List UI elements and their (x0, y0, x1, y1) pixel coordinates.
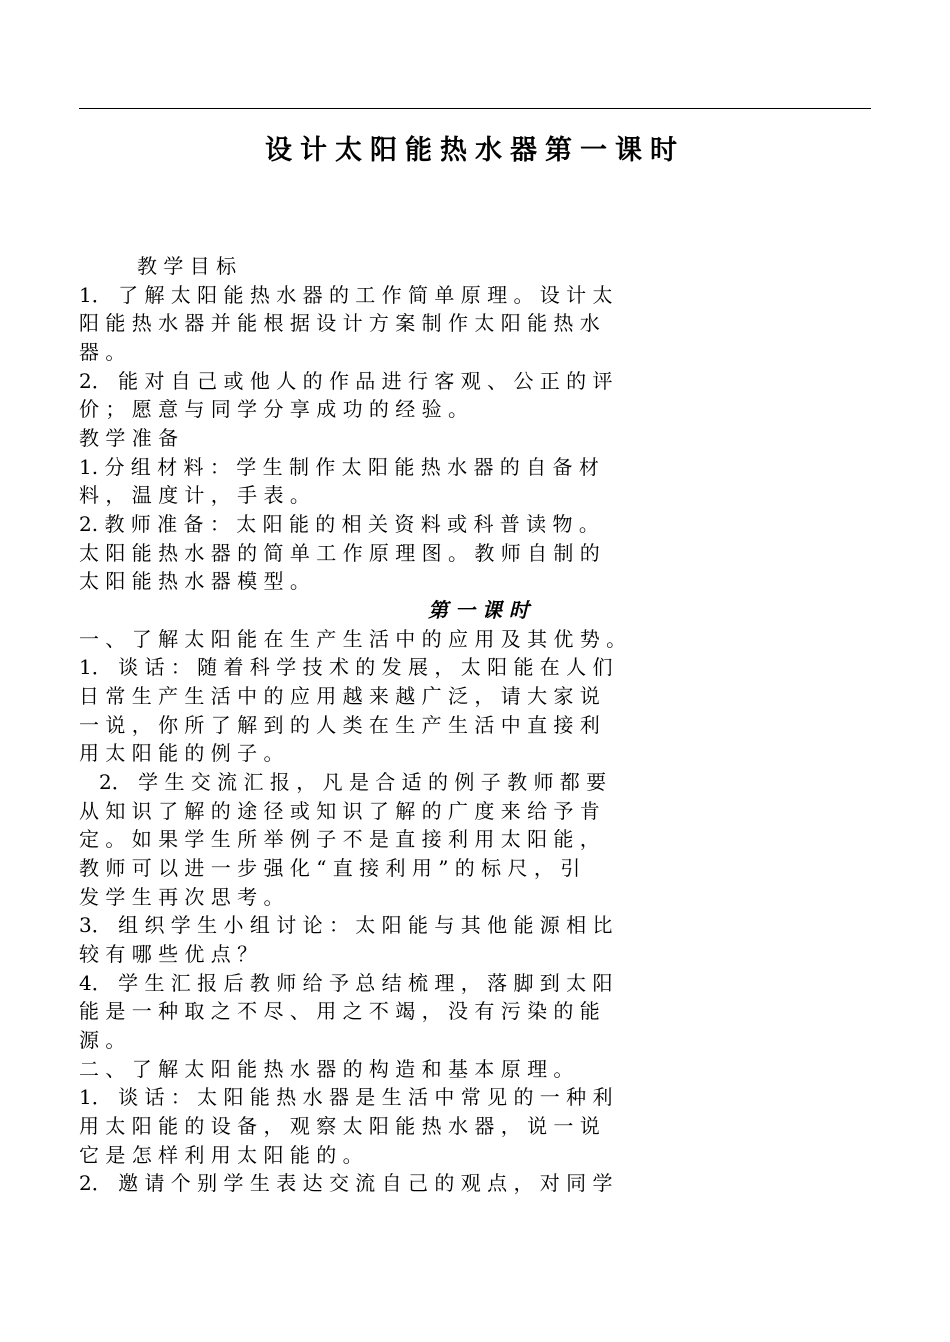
text-line: 2． 能 对 自 己 或 他 人 的 作 品 进 行 客 观 、 公 正 的 评 (79, 369, 613, 393)
text-line: 较 有 哪 些 优 点 ？ (79, 942, 258, 966)
text-line: 源 。 (79, 1028, 126, 1052)
text-line: 器 。 (79, 340, 126, 364)
page-title: 设计太阳能热水器第一课时 (265, 135, 685, 166)
text-line: 发 学 生 再 次 思 考 。 (79, 885, 284, 909)
text-line: 3． 组 织 学 生 小 组 讨 论 ： 太 阳 能 与 其 他 能 源 相 比 (79, 913, 613, 937)
text-line: 阳 能 热 水 器 并 能 根 据 设 计 方 案 制 作 太 阳 能 热 水 (79, 311, 600, 335)
text-line: 太 阳 能 热 水 器 的 简 单 工 作 原 理 图 。 教 师 自 制 的 (79, 541, 600, 565)
text-line: 1． 谈 话 ： 太 阳 能 热 水 器 是 生 活 中 常 见 的 一 种 利 (79, 1085, 613, 1109)
text-line: 太 阳 能 热 水 器 模 型 。 (79, 569, 310, 593)
text-line: 料 ， 温 度 计 ， 手 表 。 (79, 483, 310, 507)
text-line: 用 太 阳 能 的 设 备 ， 观 察 太 阳 能 热 水 器 ， 说 一 说 (79, 1114, 600, 1138)
text-line: 能 是 一 种 取 之 不 尽 、 用 之 不 竭 ， 没 有 污 染 的 能 (79, 999, 600, 1023)
text-line: 价 ； 愿 意 与 同 学 分 享 成 功 的 经 验 。 (79, 397, 469, 421)
text-line: 2． 邀 请 个 别 学 生 表 达 交 流 自 己 的 观 点 ， 对 同 学 (79, 1171, 613, 1195)
text-line: 1. 分 组 材 料 ： 学 生 制 作 太 阳 能 热 水 器 的 自 备 材 (79, 455, 599, 479)
text-line: 从 知 识 了 解 的 途 径 或 知 识 了 解 的 广 度 来 给 予 肯 (79, 799, 600, 823)
text-line: 用 太 阳 能 的 例 子 。 (79, 741, 284, 765)
text-line: 它 是 怎 样 利 用 太 阳 能 的 。 (79, 1143, 363, 1167)
text-line: 二 、 了 解 太 阳 能 热 水 器 的 构 造 和 基 本 原 理 。 (79, 1057, 574, 1081)
text-line: 教 师 可 以 进 一 步 强 化 “ 直 接 利 用 ” 的 标 尺 ， 引 (79, 856, 581, 880)
text-line: 定 。 如 果 学 生 所 举 例 子 不 是 直 接 利 用 太 阳 能 ， (79, 827, 600, 851)
heading-objectives: 教 学 目 标 (137, 254, 237, 278)
header-rule (79, 108, 871, 109)
text-line: 日 常 生 产 生 活 中 的 应 用 越 来 越 广 泛 ， 请 大 家 说 (79, 684, 600, 708)
text-line: 1． 谈 话 ： 随 着 科 学 技 术 的 发 展 ， 太 阳 能 在 人 们 (79, 655, 613, 679)
section-subtitle: 第 一 课 时 (428, 598, 529, 622)
text-line: 2． 学 生 交 流 汇 报 ， 凡 是 合 适 的 例 子 教 师 都 要 (99, 770, 607, 794)
text-line: 4． 学 生 汇 报 后 教 师 给 予 总 结 梳 理 ， 落 脚 到 太 阳 (79, 971, 613, 995)
text-line: 2. 教 师 准 备 ： 太 阳 能 的 相 关 资 料 或 科 普 读 物 。 (79, 512, 599, 536)
text-line: 一 、 了 解 太 阳 能 在 生 产 生 活 中 的 应 用 及 其 优 势 。 (79, 627, 627, 651)
text-line: 1． 了 解 太 阳 能 热 水 器 的 工 作 简 单 原 理 。 设 计 太 (79, 283, 613, 307)
heading-preparation: 教 学 准 备 (79, 426, 179, 450)
text-line: 一 说 ， 你 所 了 解 到 的 人 类 在 生 产 生 活 中 直 接 利 (79, 713, 600, 737)
